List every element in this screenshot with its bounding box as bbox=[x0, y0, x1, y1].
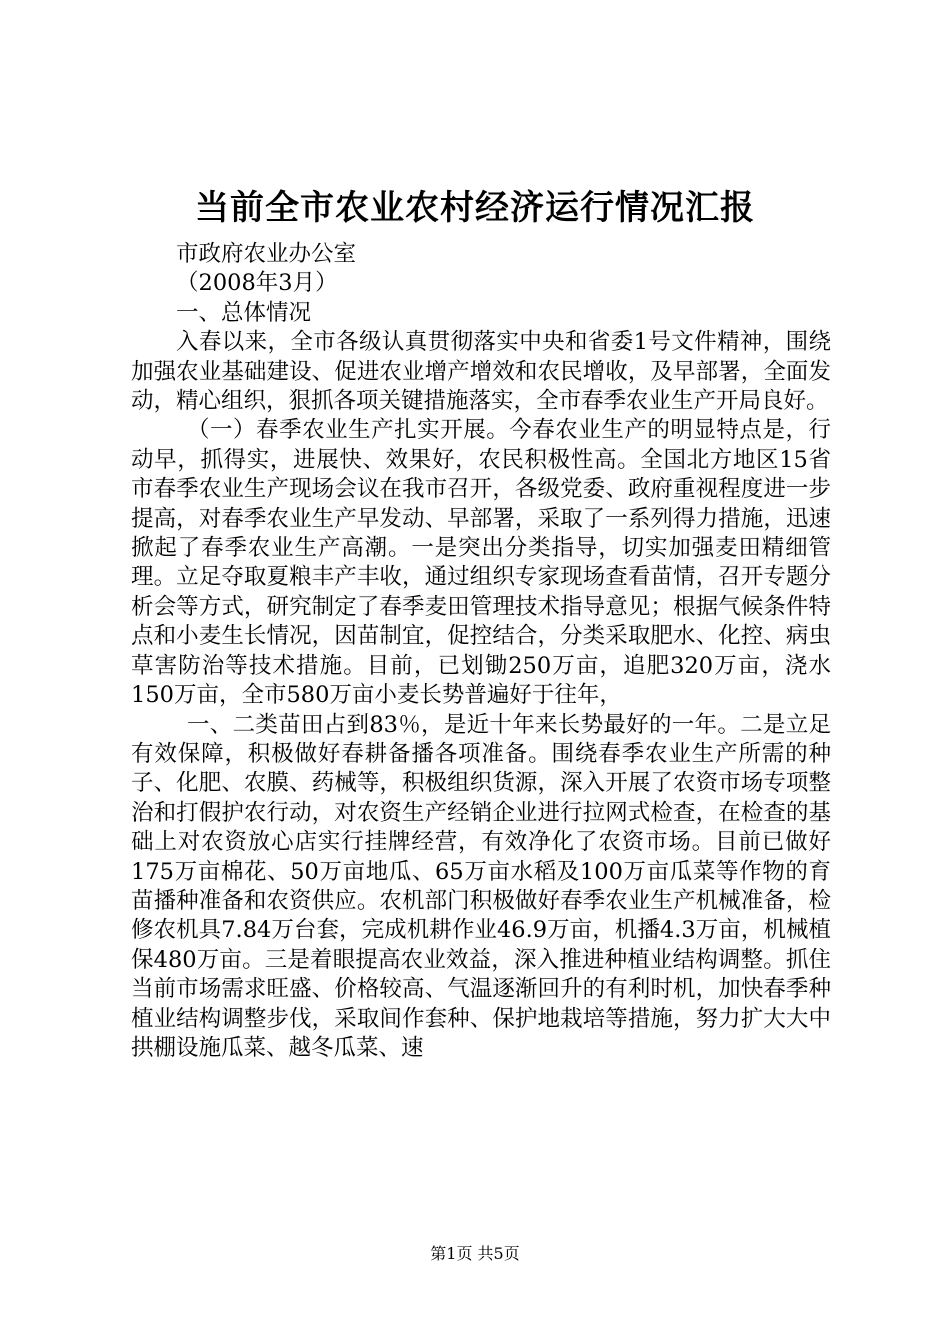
author-line: 市政府农业办公室 bbox=[176, 241, 357, 267]
paragraph-intro: 入春以来，全市各级认真贯彻落实中央和省委1号文件精神，围绕加强农业基础建设、促进农业增产增效和农民增收，及早部署，全面发动，精心组织，狠抓各项关键措施落实，全市春季农业生产开局良好。 bbox=[131, 329, 831, 415]
document-title: 当前全市农业农村经济运行情况汇报 bbox=[195, 188, 755, 228]
section-heading: 一、总体情况 bbox=[176, 299, 312, 326]
date-line: （2008年3月） bbox=[176, 270, 338, 297]
paragraph-seedling-fields: 一、二类苗田占到83％，是近十年来长势最好的一年。二是立足有效保障，积极做好春耕备播各项准备。围绕春季农业生产所需的种子、化肥、农膜、药械等，积极组织货源，深入开展了农资市场专项整治和打假护农行动，对农资生产经销企业进行拉网式检查，在检查的基础上对农资放心店实行挂牌经营，有效净化了农资市场。目前已做好175万亩棉花、50万亩地瓜、65万亩水稻及100万亩瓜菜等作物的育苗播种准备和农资供应。农机部门积极做好春季农业生产机械准备，检修农机具7.84万台套，完成机耕作业46.9万亩，机播4.3万亩，机械植保480万亩。三是着眼提高农业效益，深入推进种植业结构调整。抓住当前市场需求旺盛、价格较高、气温逐渐回升的有利时机，加快春季种植业结构调整步伐，采取间作套种、保护地栽培等措施，努力扩大大中拱棚设施瓜菜、越冬瓜菜、速 bbox=[131, 711, 831, 1061]
page-footer: 第1页 共5页 bbox=[430, 1244, 520, 1263]
document-body bbox=[131, 240, 831, 1063]
paragraph-spring-production: （一）春季农业生产扎实开展。今春农业生产的明显特点是，行动早，抓得实，进展快、效果好，农民积极性高。全国北方地区15省市春季农业生产现场会议在我市召开，各级党委、政府重视程度进一步提高，对春季农业生产早发动、早部署，采取了一系列得力措施，迅速掀起了春季农业生产高潮。一是突出分类指导，切实加强麦田精细管理。立足夺取夏粮丰产丰收，通过组织专家现场查看苗情，召开专题分析会等方式，研究制定了春季麦田管理技术指导意见；根据气候条件特点和小麦生长情况，因苗制宜，促控结合，分类采取肥水、化控、病虫草害防治等技术措施。目前，已划锄250万亩，追肥320万亩，浇水150万亩，全市580万亩小麦长势普遍好于往年， bbox=[131, 417, 831, 709]
